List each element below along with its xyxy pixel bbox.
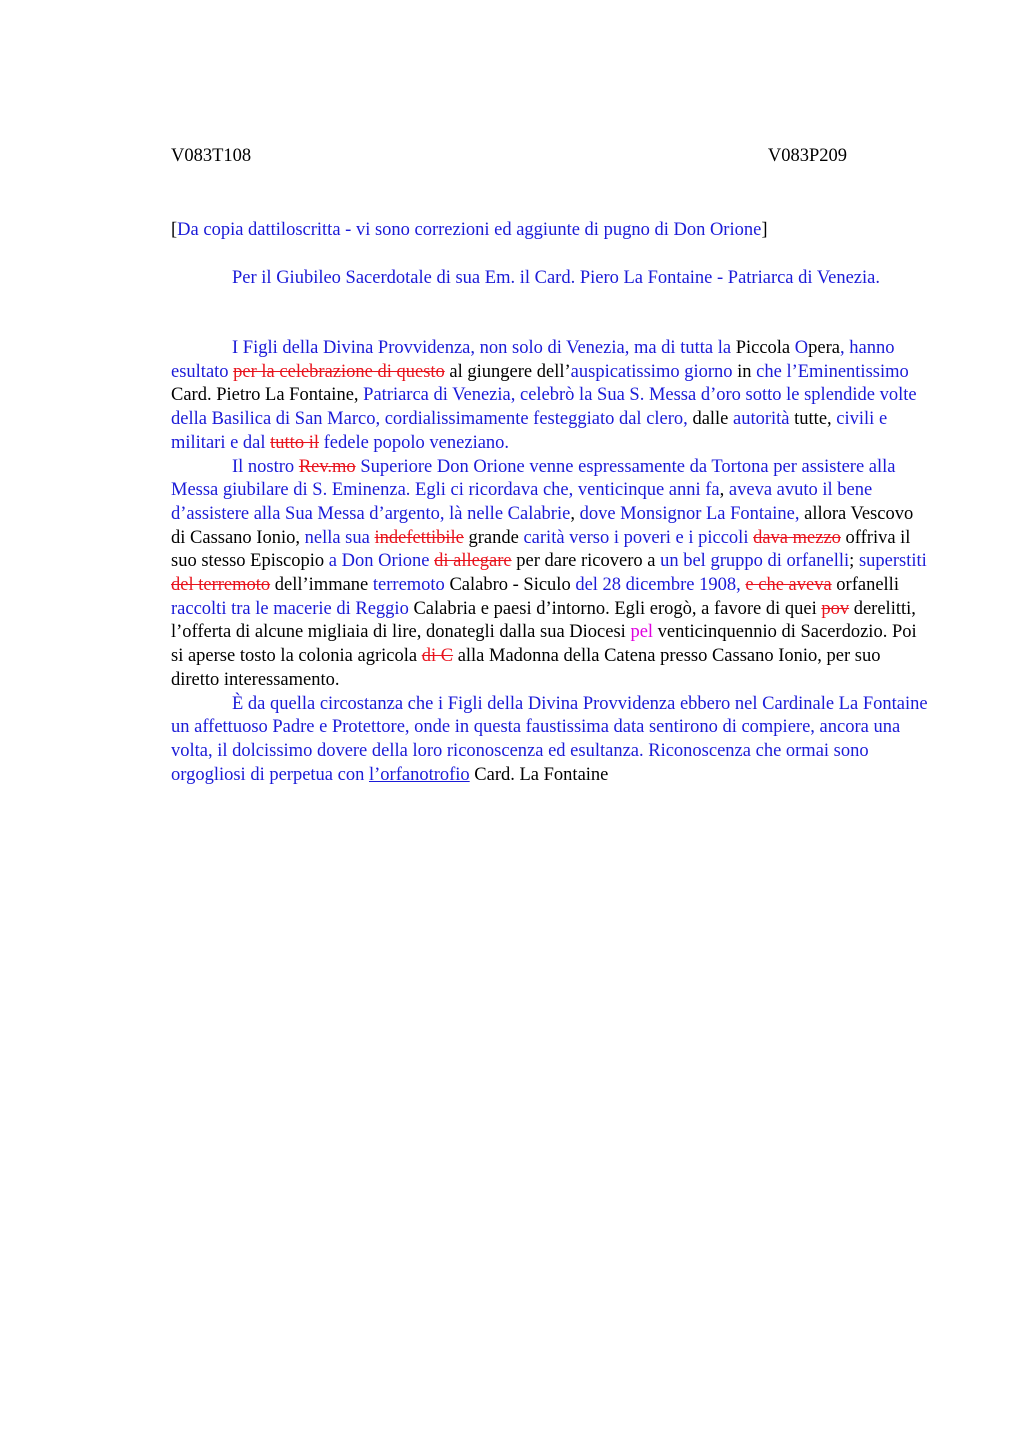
typed-text: venticinquennio di Sacerdozio. Poi si aperse tosto la colonia agricola <box>171 622 917 667</box>
added-text: terremoto <box>372 575 445 596</box>
added-text: del 28 dicembre 1908, <box>575 575 746 596</box>
typed-text: al giungere dell’ <box>444 361 571 382</box>
added-text: dove Monsignor La Fontaine, <box>579 503 800 524</box>
deleted-text: dava mezzo <box>753 527 841 548</box>
added-text: aveva avuto il bene d’assistere alla Sua Messa d’argento, là nelle Calabrie <box>171 480 873 524</box>
added-text: autorità <box>733 409 790 430</box>
document-body <box>171 337 929 787</box>
typed-text: , <box>719 480 729 501</box>
typed-text: Piccola <box>735 338 795 358</box>
typed-text: offriva il suo stesso Episcopio <box>171 527 911 572</box>
added-text: Superiore Don Orione venne espressamente da Tortona per assistere alla Messa giubilare di S. Eminenza. Egli ci ricordava che, venticinque anni fa <box>171 456 896 501</box>
deleted-text: del terremoto <box>171 575 271 596</box>
handwritten-text: pel <box>630 622 654 643</box>
deleted-text: indefettibile <box>374 527 464 548</box>
typed-text: tutte, <box>789 409 837 430</box>
note-close-bracket: ] <box>761 220 768 240</box>
document-code-left: V083T108 <box>171 146 252 166</box>
added-text: O <box>794 338 809 358</box>
typed-text: Card. Pietro La Fontaine, <box>171 385 364 406</box>
paragraph <box>171 456 929 693</box>
typed-text: ; <box>849 551 859 572</box>
added-text: a Don Orione <box>328 551 435 572</box>
typed-text: per dare ricovero a <box>511 551 661 572</box>
deleted-text: pov <box>821 598 850 619</box>
added-text: fedele popolo veneziano. <box>318 432 510 453</box>
typed-text: allora Vescovo di Cassano Ionio, <box>171 503 914 548</box>
typed-text: in <box>732 361 757 382</box>
typed-text: dalle <box>692 409 734 430</box>
underlined-text: l’orfanotrofio <box>368 764 470 785</box>
deleted-text: di allegare <box>434 551 512 572</box>
typed-text: pera <box>808 338 840 358</box>
document-code-right: V083P209 <box>767 146 847 166</box>
deleted-text: e che aveva <box>745 575 832 596</box>
typed-text: alla Madonna della Catena presso Cassano Ionio, per suo diretto interessamento. <box>171 646 881 690</box>
deleted-text: di C <box>421 646 454 667</box>
added-text: auspicatissimo giorno <box>570 361 733 382</box>
typed-text: dell’immane <box>270 575 373 596</box>
added-text: È da quella circostanza che i Figli della Divina Provvidenza ebbero nel Cardinale La Fontaine un affettuoso Padre e Protettore, onde in questa faustissima data sentirono di compiere, ancora una volta, il dolcissimo dovere della loro riconoscenza ed esultanza. Riconoscenza che ormai sono orgogliosi di perpetua con <box>171 693 928 785</box>
deleted-text: per la celebrazione di questo <box>233 361 445 382</box>
added-text: che l’Eminentissimo <box>756 361 909 382</box>
added-text: superstiti <box>858 551 927 572</box>
note-open-bracket: [ <box>171 220 178 240</box>
added-text: civili e militari e dal <box>171 409 888 453</box>
added-text: raccolti tra le macerie di Reggio <box>171 598 409 619</box>
document-title: Per il Giubileo Sacerdotale di sua Em. il Card. Piero La Fontaine - Patriarca di Venezia. <box>232 268 880 288</box>
typed-text: grande <box>463 527 524 548</box>
note-text: Da copia dattiloscritta - vi sono correzioni ed aggiunte di pugno di Don Orione <box>177 220 762 240</box>
added-text: nella sua <box>304 527 375 548</box>
added-text: Patriarca di Venezia, celebrò la Sua S. Messa d’oro sotto le splendide volte della Basilica di San Marco, cordialissimamente festeggiato dal clero, <box>171 385 917 430</box>
added-text: , hanno esultato <box>171 338 895 382</box>
typed-text: derelitti, l’offerta di alcune migliaia di lire, donategli dalla sua Diocesi <box>171 598 916 643</box>
typed-text: Card. La Fontaine <box>469 764 609 785</box>
added-text: carità verso i poveri e i piccoli <box>523 527 754 548</box>
typed-text: Calabria e paesi d’intorno. Egli erogò, a favore di quei <box>408 598 822 619</box>
typed-text: Calabro - Siculo <box>444 575 576 596</box>
typed-text: , <box>570 503 580 524</box>
paragraph <box>171 337 929 456</box>
added-text: un bel gruppo di orfanelli <box>660 551 850 572</box>
page-header <box>171 146 847 170</box>
typed-text: orfanelli <box>831 575 899 596</box>
added-text: Il nostro <box>232 456 299 477</box>
source-note <box>171 218 931 242</box>
deleted-text: tutto il <box>270 432 319 453</box>
added-text: I Figli della Divina Provvidenza, non solo di Venezia, ma di tutta la <box>232 338 736 358</box>
deleted-text: Rev.mo <box>298 456 356 477</box>
paragraph <box>171 693 929 788</box>
